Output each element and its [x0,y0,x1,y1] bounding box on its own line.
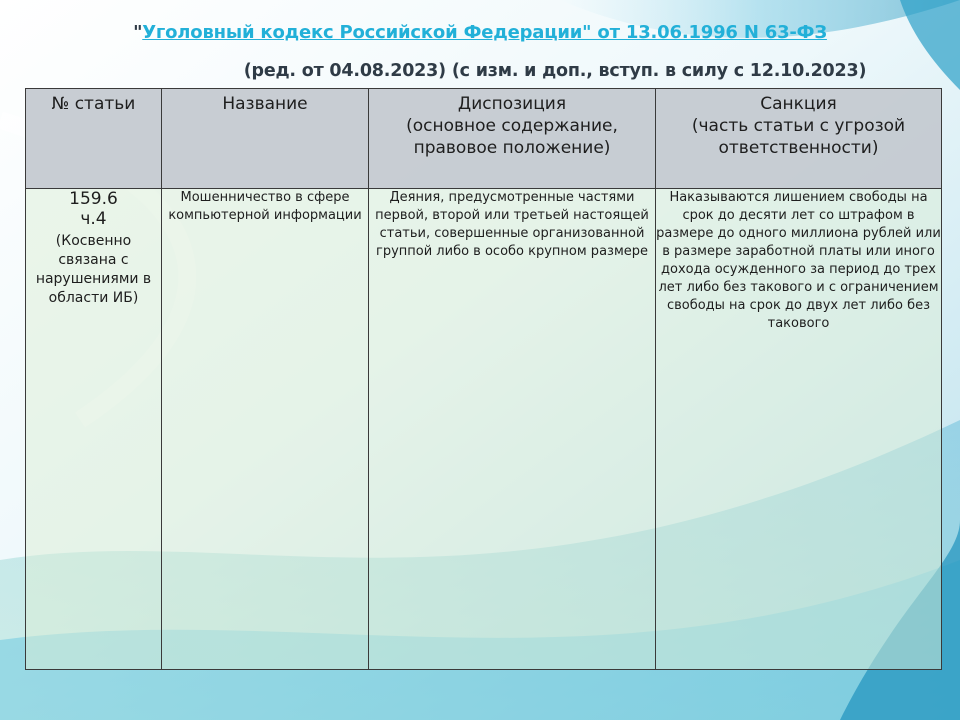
article-note: (Косвенно связана с нарушениями в области ИБ) [35,233,152,306]
article-part: ч.4 [80,209,107,229]
header-name: Название [162,89,369,189]
table-header-row [26,89,942,189]
table-row [26,189,942,670]
header-sanction: Санкция (часть статьи с угрозой ответственности) [656,89,942,189]
cell-disposition: Деяния, предусмотренные частями первой, второй или третьей настоящей статьи, совершенные организованной группой либо в особо крупном размере [369,189,656,670]
title-line [0,20,960,46]
quote-mark: " [133,22,143,43]
document-title [0,20,960,84]
law-title-link[interactable]: Уголовный кодекс Российской Федерации" от 13.06.1996 N 63-ФЗ [142,22,827,43]
header-disposition: Диспозиция (основное содержание, правовое положение) [369,89,656,189]
article-number: 159.6 [69,189,118,209]
header-article-number: № статьи [26,89,162,189]
cell-name: Мошенничество в сфере компьютерной информации [162,189,369,670]
edition-subtitle: (ред. от 04.08.2023) (с изм. и доп., вступ. в силу с 12.10.2023) [243,61,867,81]
cell-article-number [26,189,162,670]
cell-sanction: Наказываются лишением свободы на срок до десяти лет со штрафом в размере до одного миллиона рублей или в размере заработной платы или иного дохода осужденного за период до трех лет либо без такового и с ограничением свободы на срок до двух лет либо без такового [656,189,942,670]
law-article-table [25,88,942,670]
